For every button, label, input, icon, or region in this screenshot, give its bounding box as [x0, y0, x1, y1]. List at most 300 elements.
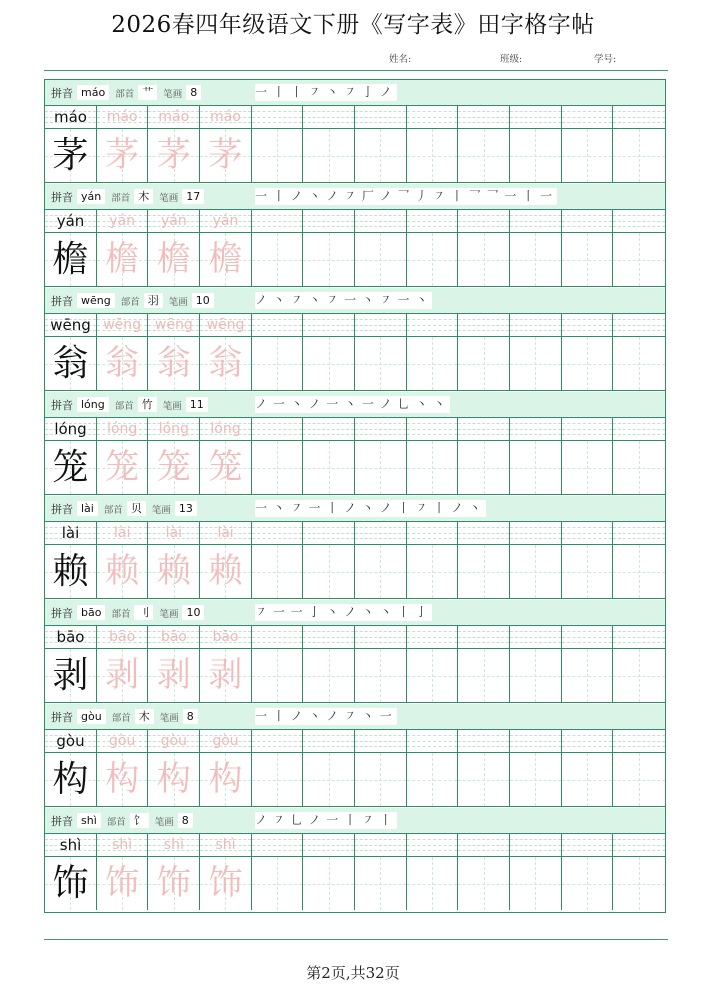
tianzige-cell[interactable] — [407, 129, 459, 182]
pinyin-writing-cell[interactable] — [407, 210, 459, 232]
tianzige-cell[interactable] — [510, 233, 562, 286]
cell-horizontal-guide — [252, 156, 303, 157]
tianzige-cell[interactable] — [613, 545, 665, 598]
tianzige-cell[interactable] — [45, 649, 97, 702]
pinyin-writing-cell[interactable] — [303, 626, 355, 648]
pinyin-writing-cell[interactable] — [355, 626, 407, 648]
tianzige-cell[interactable] — [562, 441, 614, 494]
tianzige-cell[interactable] — [148, 857, 200, 910]
pinyin-writing-cell[interactable] — [562, 626, 614, 648]
tianzige-cell[interactable] — [200, 129, 252, 182]
pinyin-writing-cell[interactable] — [252, 522, 304, 544]
pinyin-guide-line — [355, 631, 406, 632]
tianzige-cell[interactable] — [613, 753, 665, 806]
pinyin-guide-line — [510, 850, 561, 851]
pinyin-guide-line — [407, 215, 458, 216]
tianzige-cell[interactable] — [407, 337, 459, 390]
pinyin-practice-row — [45, 626, 665, 649]
tianzige-cell[interactable] — [252, 545, 304, 598]
tianzige-cell[interactable] — [45, 233, 97, 286]
pinyin-guide-line — [613, 325, 665, 326]
pinyin-writing-cell[interactable] — [562, 210, 614, 232]
tianzige-cell[interactable] — [148, 129, 200, 182]
pinyin-trace-guide: shì — [163, 837, 184, 853]
pinyin-guide-line — [510, 741, 561, 742]
pinyin-writing-cell[interactable] — [200, 626, 252, 648]
tianzige-cell[interactable] — [200, 753, 252, 806]
pinyin-guide-line — [303, 631, 354, 632]
cell-horizontal-guide — [613, 364, 665, 365]
class-field-label: 班级: — [500, 54, 523, 65]
pinyin-guide-line — [458, 839, 509, 840]
pinyin-writing-cell[interactable] — [97, 522, 149, 544]
pinyin-guide-line — [613, 538, 665, 539]
pinyin-guide-line — [562, 226, 613, 227]
pinyin-writing-cell[interactable] — [510, 106, 562, 128]
footer-divider — [44, 939, 668, 940]
character-info-row — [45, 496, 665, 522]
tianzige-cell[interactable] — [252, 753, 304, 806]
tianzige-cell[interactable] — [303, 129, 355, 182]
pinyin-writing-cell[interactable] — [148, 730, 200, 752]
pinyin-writing-cell[interactable] — [303, 834, 355, 856]
tianzige-cell[interactable] — [252, 337, 304, 390]
pinyin-writing-cell[interactable] — [45, 314, 97, 336]
pinyin-writing-cell[interactable] — [355, 730, 407, 752]
pinyin-writing-cell[interactable] — [148, 522, 200, 544]
pinyin-writing-cell[interactable] — [252, 626, 304, 648]
tianzige-cell[interactable] — [613, 233, 665, 286]
pinyin-writing-cell[interactable] — [97, 314, 149, 336]
stroke-order-text: ㇇ 一 一 亅 丶 ノ 丶 丶 丨 亅 — [255, 604, 432, 621]
tianzige-cell[interactable] — [252, 129, 304, 182]
tianzige-cell[interactable] — [200, 545, 252, 598]
pinyin-writing-cell[interactable] — [252, 210, 304, 232]
pinyin-guide-line — [355, 122, 406, 123]
tianzige-cell[interactable] — [45, 441, 97, 494]
tianzige-cell[interactable] — [355, 337, 407, 390]
pinyin-writing-cell[interactable] — [613, 210, 665, 232]
tianzige-cell[interactable] — [562, 857, 614, 910]
pinyin-writing-cell[interactable] — [97, 106, 149, 128]
tianzige-cell[interactable] — [458, 337, 510, 390]
pinyin-writing-cell[interactable] — [45, 834, 97, 856]
cell-horizontal-guide — [407, 572, 458, 573]
tianzige-cell[interactable] — [97, 545, 149, 598]
tianzige-cell[interactable] — [303, 545, 355, 598]
pinyin-writing-cell[interactable] — [200, 106, 252, 128]
pinyin-writing-cell[interactable] — [562, 314, 614, 336]
tianzige-cell[interactable] — [613, 441, 665, 494]
pinyin-writing-cell[interactable] — [562, 834, 614, 856]
pinyin-guide-line — [303, 538, 354, 539]
tianzige-cell[interactable] — [45, 857, 97, 910]
pinyin-writing-cell[interactable] — [252, 730, 304, 752]
character-trace-guide: 茅 — [105, 135, 140, 175]
pinyin-writing-cell[interactable] — [613, 418, 665, 440]
tianzige-cell[interactable] — [458, 233, 510, 286]
pinyin-writing-cell[interactable] — [97, 730, 149, 752]
pinyin-writing-cell[interactable] — [45, 522, 97, 544]
tianzige-cell[interactable] — [407, 545, 459, 598]
pinyin-guide-line — [458, 850, 509, 851]
pinyin-writing-cell[interactable] — [45, 210, 97, 232]
radical-label: 部首 — [120, 296, 140, 308]
pinyin-writing-cell[interactable] — [458, 626, 510, 648]
pinyin-guide-line — [303, 325, 354, 326]
pinyin-writing-cell[interactable] — [458, 418, 510, 440]
tianzige-cell[interactable] — [252, 649, 304, 702]
tianzige-cell[interactable] — [200, 337, 252, 390]
pinyin-guide-line — [613, 215, 665, 216]
tianzige-cell[interactable] — [407, 441, 459, 494]
character-block — [45, 808, 665, 912]
tianzige-cell[interactable] — [562, 753, 614, 806]
pinyin-guide-line — [252, 533, 303, 534]
pinyin-guide-line — [613, 111, 665, 112]
tianzige-cell[interactable] — [355, 545, 407, 598]
tianzige-cell[interactable] — [510, 753, 562, 806]
character-meta — [45, 288, 252, 313]
tianzige-cell[interactable] — [252, 857, 304, 910]
pinyin-writing-cell[interactable] — [613, 522, 665, 544]
pinyin-writing-cell[interactable] — [458, 522, 510, 544]
character-practice-row — [45, 753, 665, 807]
pinyin-guide-line — [355, 845, 406, 846]
pinyin-writing-cell[interactable] — [45, 730, 97, 752]
pinyin-guide-line — [252, 538, 303, 539]
character-model: 饰 — [52, 863, 89, 904]
pinyin-writing-cell[interactable] — [355, 314, 407, 336]
cell-horizontal-guide — [407, 156, 458, 157]
tianzige-cell[interactable] — [97, 649, 149, 702]
tianzige-cell[interactable] — [355, 129, 407, 182]
pinyin-guide-line — [458, 111, 509, 112]
pinyin-model: lóng — [54, 420, 87, 438]
pinyin-writing-cell[interactable] — [355, 834, 407, 856]
pinyin-writing-cell[interactable] — [45, 626, 97, 648]
tianzige-cell[interactable] — [355, 857, 407, 910]
tianzige-cell[interactable] — [303, 441, 355, 494]
tianzige-cell[interactable] — [303, 753, 355, 806]
character-practice-row — [45, 649, 665, 703]
pinyin-value: shì — [77, 813, 101, 828]
pinyin-writing-cell[interactable] — [148, 106, 200, 128]
cell-horizontal-guide — [613, 572, 665, 573]
cell-horizontal-guide — [510, 780, 561, 781]
pinyin-writing-cell[interactable] — [458, 834, 510, 856]
pinyin-writing-cell[interactable] — [458, 730, 510, 752]
pinyin-writing-cell[interactable] — [45, 106, 97, 128]
pinyin-guide-line — [510, 527, 561, 528]
pinyin-guide-line — [252, 221, 303, 222]
tianzige-cell[interactable] — [45, 753, 97, 806]
tianzige-cell[interactable] — [407, 649, 459, 702]
tianzige-cell[interactable] — [510, 129, 562, 182]
pinyin-writing-cell[interactable] — [97, 210, 149, 232]
pinyin-guide-line — [613, 741, 665, 742]
cell-horizontal-guide — [562, 780, 613, 781]
pinyin-writing-cell[interactable] — [252, 834, 304, 856]
tianzige-cell[interactable] — [458, 649, 510, 702]
pinyin-value: bāo — [77, 605, 105, 620]
pinyin-guide-line — [252, 429, 303, 430]
character-trace-guide: 笼 — [105, 447, 140, 487]
pinyin-writing-cell[interactable] — [200, 522, 252, 544]
pinyin-writing-cell[interactable] — [458, 106, 510, 128]
pinyin-writing-cell[interactable] — [407, 106, 459, 128]
pinyin-writing-cell[interactable] — [252, 418, 304, 440]
pinyin-writing-cell[interactable] — [355, 210, 407, 232]
tianzige-cell[interactable] — [613, 129, 665, 182]
tianzige-cell[interactable] — [562, 337, 614, 390]
pinyin-guide-line — [458, 330, 509, 331]
stroke-order-text: 一 丨 丨 ㇇ 丶 ㇇ 亅 ノ — [255, 84, 397, 101]
stroke-order-sequence — [255, 812, 655, 829]
pinyin-guide-line — [252, 215, 303, 216]
pinyin-writing-cell[interactable] — [97, 418, 149, 440]
tianzige-cell[interactable] — [45, 337, 97, 390]
tianzige-cell[interactable] — [458, 129, 510, 182]
pinyin-guide-line — [355, 226, 406, 227]
cell-horizontal-guide — [303, 156, 354, 157]
pinyin-guide-line — [303, 111, 354, 112]
pinyin-writing-cell[interactable] — [45, 418, 97, 440]
pinyin-writing-cell[interactable] — [303, 210, 355, 232]
tianzige-cell[interactable] — [562, 649, 614, 702]
pinyin-writing-cell[interactable] — [407, 626, 459, 648]
pinyin-writing-cell[interactable] — [148, 834, 200, 856]
tianzige-cell[interactable] — [458, 441, 510, 494]
tianzige-cell[interactable] — [303, 233, 355, 286]
pinyin-writing-cell[interactable] — [407, 522, 459, 544]
character-practice-row — [45, 545, 665, 599]
pinyin-guide-line — [303, 746, 354, 747]
tianzige-cell[interactable] — [355, 649, 407, 702]
pinyin-guide-line — [252, 845, 303, 846]
pinyin-guide-line — [407, 423, 458, 424]
pinyin-guide-line — [510, 111, 561, 112]
pinyin-label: 拼音 — [51, 710, 73, 724]
pinyin-writing-cell[interactable] — [613, 106, 665, 128]
tianzige-cell[interactable] — [510, 857, 562, 910]
cell-horizontal-guide — [458, 884, 509, 885]
pinyin-writing-cell[interactable] — [355, 522, 407, 544]
tianzige-cell[interactable] — [97, 753, 149, 806]
tianzige-cell[interactable] — [97, 233, 149, 286]
pinyin-writing-cell[interactable] — [562, 418, 614, 440]
pinyin-writing-cell[interactable] — [562, 522, 614, 544]
pinyin-guide-line — [355, 429, 406, 430]
pinyin-writing-cell[interactable] — [510, 314, 562, 336]
tianzige-cell[interactable] — [148, 649, 200, 702]
pinyin-writing-cell[interactable] — [510, 730, 562, 752]
tianzige-cell[interactable] — [45, 545, 97, 598]
tianzige-cell[interactable] — [613, 649, 665, 702]
cell-horizontal-guide — [303, 676, 354, 677]
tianzige-cell[interactable] — [510, 545, 562, 598]
tianzige-cell[interactable] — [200, 649, 252, 702]
tianzige-cell[interactable] — [562, 233, 614, 286]
pinyin-guide-line — [407, 631, 458, 632]
tianzige-cell[interactable] — [613, 857, 665, 910]
pinyin-writing-cell[interactable] — [200, 210, 252, 232]
pinyin-writing-cell[interactable] — [407, 418, 459, 440]
tianzige-cell[interactable] — [562, 545, 614, 598]
tianzige-cell[interactable] — [45, 129, 97, 182]
tianzige-cell[interactable] — [148, 441, 200, 494]
pinyin-trace-guide: gòu — [108, 733, 136, 749]
character-block — [45, 288, 665, 392]
pinyin-practice-row — [45, 730, 665, 753]
tianzige-cell[interactable] — [458, 753, 510, 806]
stroke-order-sequence — [255, 84, 655, 101]
pinyin-guide-line — [613, 735, 665, 736]
pinyin-guide-line — [355, 538, 406, 539]
pinyin-writing-cell[interactable] — [458, 210, 510, 232]
page-title: 2026春四年级语文下册《写字表》田字格字帖 — [111, 12, 595, 38]
pinyin-guide-line — [407, 330, 458, 331]
character-trace-guide: 饰 — [156, 863, 191, 903]
pinyin-guide-line — [252, 325, 303, 326]
pinyin-writing-cell[interactable] — [303, 730, 355, 752]
cell-horizontal-guide — [510, 156, 561, 157]
pinyin-writing-cell[interactable] — [510, 834, 562, 856]
pinyin-writing-cell[interactable] — [148, 210, 200, 232]
tianzige-cell[interactable] — [355, 441, 407, 494]
pinyin-guide-line — [613, 631, 665, 632]
pinyin-trace-guide: shì — [215, 837, 236, 853]
cell-horizontal-guide — [252, 364, 303, 365]
tianzige-cell[interactable] — [200, 233, 252, 286]
tianzige-cell[interactable] — [148, 545, 200, 598]
pinyin-guide-line — [458, 319, 509, 320]
pinyin-guide-line — [562, 434, 613, 435]
pinyin-guide-line — [562, 538, 613, 539]
tianzige-cell[interactable] — [148, 753, 200, 806]
character-practice-row — [45, 857, 665, 911]
pinyin-writing-cell[interactable] — [613, 626, 665, 648]
pinyin-guide-line — [355, 839, 406, 840]
pinyin-writing-cell[interactable] — [613, 314, 665, 336]
pinyin-writing-cell[interactable] — [562, 730, 614, 752]
tianzige-cell[interactable] — [407, 233, 459, 286]
pinyin-writing-cell[interactable] — [303, 314, 355, 336]
pinyin-guide-line — [458, 533, 509, 534]
pinyin-writing-cell[interactable] — [97, 834, 149, 856]
pinyin-writing-cell[interactable] — [407, 314, 459, 336]
tianzige-cell[interactable] — [510, 649, 562, 702]
tianzige-cell[interactable] — [407, 857, 459, 910]
tianzige-cell[interactable] — [97, 441, 149, 494]
pinyin-trace-guide: yán — [160, 213, 187, 229]
tianzige-cell[interactable] — [355, 233, 407, 286]
pinyin-writing-cell[interactable] — [510, 418, 562, 440]
tianzige-cell[interactable] — [303, 649, 355, 702]
tianzige-cell[interactable] — [407, 753, 459, 806]
tianzige-cell[interactable] — [458, 545, 510, 598]
pinyin-guide-line — [510, 845, 561, 846]
character-info-row — [45, 704, 665, 730]
tianzige-cell[interactable] — [252, 441, 304, 494]
pinyin-guide-line — [252, 850, 303, 851]
character-info-row — [45, 808, 665, 834]
pinyin-writing-cell[interactable] — [613, 730, 665, 752]
character-trace-guide: 剥 — [105, 655, 140, 695]
pinyin-writing-cell[interactable] — [303, 522, 355, 544]
cell-horizontal-guide — [252, 780, 303, 781]
pinyin-model: yán — [56, 212, 85, 230]
stroke-count-label: 笔画 — [151, 504, 171, 516]
tianzige-cell[interactable] — [613, 337, 665, 390]
pinyin-writing-cell[interactable] — [407, 834, 459, 856]
pinyin-writing-cell[interactable] — [200, 314, 252, 336]
pinyin-writing-cell[interactable] — [562, 106, 614, 128]
tianzige-cell[interactable] — [97, 129, 149, 182]
pinyin-writing-cell[interactable] — [303, 418, 355, 440]
pinyin-guide-line — [303, 533, 354, 534]
character-meta — [45, 184, 252, 209]
pinyin-guide-line — [613, 642, 665, 643]
tianzige-cell[interactable] — [562, 129, 614, 182]
pinyin-writing-cell[interactable] — [148, 314, 200, 336]
pinyin-guide-line — [458, 527, 509, 528]
tianzige-cell[interactable] — [303, 337, 355, 390]
pinyin-guide-line — [510, 434, 561, 435]
tianzige-cell[interactable] — [200, 857, 252, 910]
pinyin-writing-cell[interactable] — [510, 522, 562, 544]
cell-horizontal-guide — [613, 156, 665, 157]
pinyin-writing-cell[interactable] — [510, 210, 562, 232]
tianzige-cell[interactable] — [458, 857, 510, 910]
pinyin-trace-guide: bāo — [160, 629, 187, 645]
tianzige-cell[interactable] — [97, 857, 149, 910]
pinyin-writing-cell[interactable] — [252, 314, 304, 336]
pinyin-writing-cell[interactable] — [303, 106, 355, 128]
pinyin-practice-row — [45, 314, 665, 337]
pinyin-writing-cell[interactable] — [355, 106, 407, 128]
tianzige-cell[interactable] — [355, 753, 407, 806]
pinyin-writing-cell[interactable] — [458, 314, 510, 336]
pinyin-writing-cell[interactable] — [148, 418, 200, 440]
tianzige-cell[interactable] — [97, 337, 149, 390]
pinyin-writing-cell[interactable] — [200, 730, 252, 752]
pinyin-writing-cell[interactable] — [407, 730, 459, 752]
pinyin-writing-cell[interactable] — [355, 418, 407, 440]
tianzige-cell[interactable] — [303, 857, 355, 910]
pinyin-trace-guide: máo — [210, 109, 241, 125]
tianzige-cell[interactable] — [510, 337, 562, 390]
pinyin-writing-cell[interactable] — [97, 626, 149, 648]
pinyin-writing-cell[interactable] — [200, 834, 252, 856]
pinyin-writing-cell[interactable] — [613, 834, 665, 856]
character-model: 笼 — [52, 447, 89, 488]
radical-label: 部首 — [106, 816, 126, 828]
tianzige-cell[interactable] — [252, 233, 304, 286]
tianzige-cell[interactable] — [148, 233, 200, 286]
pinyin-guide-line — [303, 226, 354, 227]
pinyin-writing-cell[interactable] — [200, 418, 252, 440]
pinyin-writing-cell[interactable] — [252, 106, 304, 128]
tianzige-cell[interactable] — [200, 441, 252, 494]
pinyin-writing-cell[interactable] — [148, 626, 200, 648]
tianzige-cell[interactable] — [148, 337, 200, 390]
tianzige-cell[interactable] — [510, 441, 562, 494]
pinyin-guide-line — [458, 325, 509, 326]
character-block — [45, 184, 665, 288]
stroke-order-text: ノ ㇇ 乚 ノ 一 丨 ㇇ 丨 — [255, 812, 397, 829]
pinyin-writing-cell[interactable] — [510, 626, 562, 648]
